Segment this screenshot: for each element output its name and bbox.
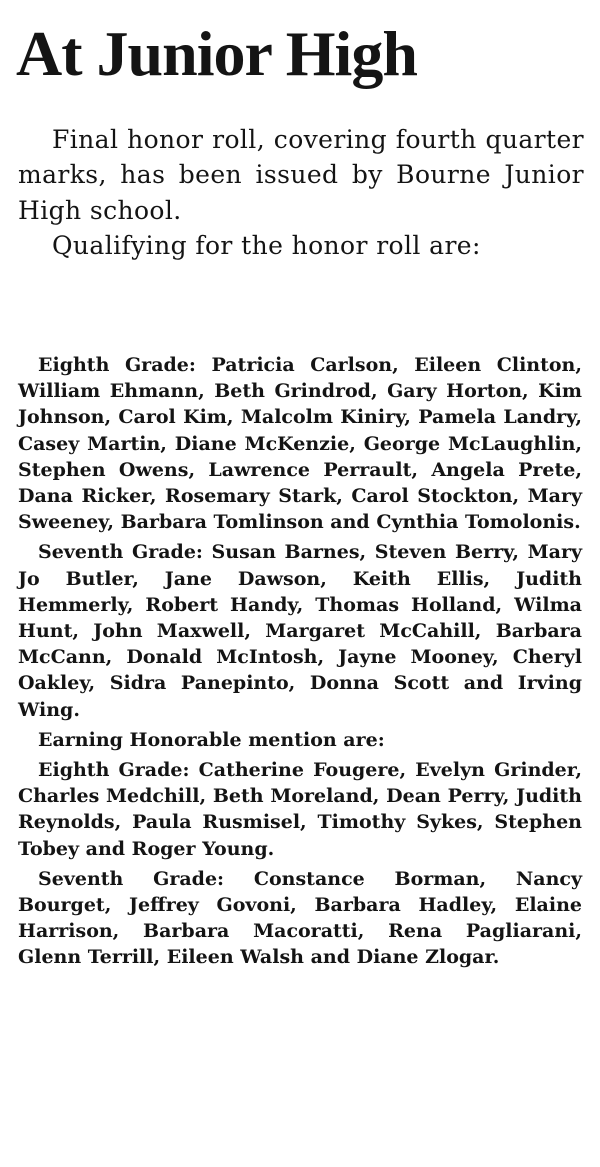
qualifying-intro: Qualifying for the honor roll are: [52, 231, 481, 261]
intro-paragraph: Final honor roll, covering fourth quarter marks, has been issued by Bourne Junior High school. [18, 125, 584, 225]
honor-roll-seventh-grade: Seventh Grade: Susan Barnes, Steven Berry, Mary Jo Butler, Jane Dawson, Keith Ellis, Judith Hemmerly, Robert Handy, Thomas Holland, Wilma Hunt, John Maxwell, Margaret McCahill, Barbara McCann, Donald McIntosh, Jayne Mooney, Cheryl Oakley, Sidra Panepinto, Donna Scott and Irving Wing. [18, 541, 582, 721]
honor-lists [18, 352, 582, 971]
headline: At Junior High [16, 18, 417, 89]
honorable-mention-eighth-grade: Eighth Grade: Catherine Fougere, Evelyn Grinder, Charles Medchill, Beth Moreland, Dean Perry, Judith Reynolds, Paula Rusmisel, Timothy Sykes, Stephen Tobey and Roger Young. [18, 759, 582, 860]
intro-section [18, 122, 584, 264]
honorable-mention-seventh-grade: Seventh Grade: Constance Borman, Nancy Bourget, Jeffrey Govoni, Barbara Hadley, Elaine Harrison, Barbara Macoratti, Rena Pagliarani, Glenn Terrill, Eileen Walsh and Diane Zlogar. [18, 867, 582, 969]
honorable-mention-intro: Earning Honorable mention are: [38, 728, 385, 751]
honor-roll-eighth-grade: Eighth Grade: Patricia Carlson, Eileen Clinton, William Ehmann, Beth Grindrod, Gary Horton, Kim Johnson, Carol Kim, Malcolm Kiniry, Pamela Landry, Casey Martin, Diane McKenzie, George McLaughlin, Stephen Owens, Lawrence Perrault, Angela Prete, Dana Ricker, Rosemary Stark, Carol Stockton, Mary Sweeney, Barbara Tomlinson and Cynthia Tomolonis. [18, 354, 582, 534]
